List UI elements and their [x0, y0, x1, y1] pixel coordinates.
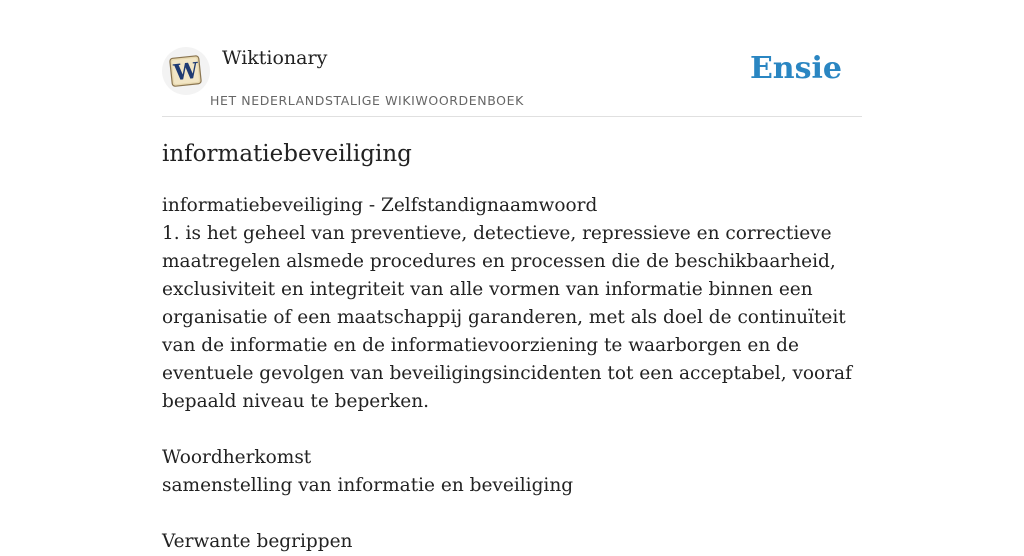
site-header	[162, 0, 862, 117]
spacer	[162, 500, 862, 528]
entry-content	[162, 192, 862, 556]
page	[162, 0, 862, 552]
wiktionary-w-tile-icon	[168, 53, 204, 89]
related-heading: Verwante begrippen	[162, 531, 353, 552]
ensie-brand-logo[interactable]: Ensie	[749, 51, 842, 86]
wiktionary-logo[interactable]	[162, 47, 210, 95]
page-title: informatiebeveiliging	[162, 141, 412, 167]
etymology-text: samenstelling van informatie en beveiliging	[162, 475, 574, 496]
logo-letter: W	[172, 57, 200, 87]
headword-line: informatiebeveiliging - Zelfstandignaamwoord	[162, 195, 598, 216]
spacer	[162, 416, 862, 444]
site-subtitle: HET NEDERLANDSTALIGE WIKIWOORDENBOEK	[210, 93, 524, 108]
site-title[interactable]: Wiktionary	[222, 47, 328, 69]
definition-text: 1. is het geheel van preventieve, detectieve, repressieve en correctieve maatregelen alsmede procedures en processen die de beschikbaarheid, exclusiviteit en integriteit van alle vormen van informatie binnen een organisatie of een maatschappij garanderen, met als doel de continuïteit van de informatie en de informatievoorziening te waarborgen en de eventuele gevolgen van beveiligingsincidenten tot een acceptabel, vooraf bepaald niveau te beperken.	[162, 223, 852, 412]
etymology-heading: Woordherkomst	[162, 447, 312, 468]
